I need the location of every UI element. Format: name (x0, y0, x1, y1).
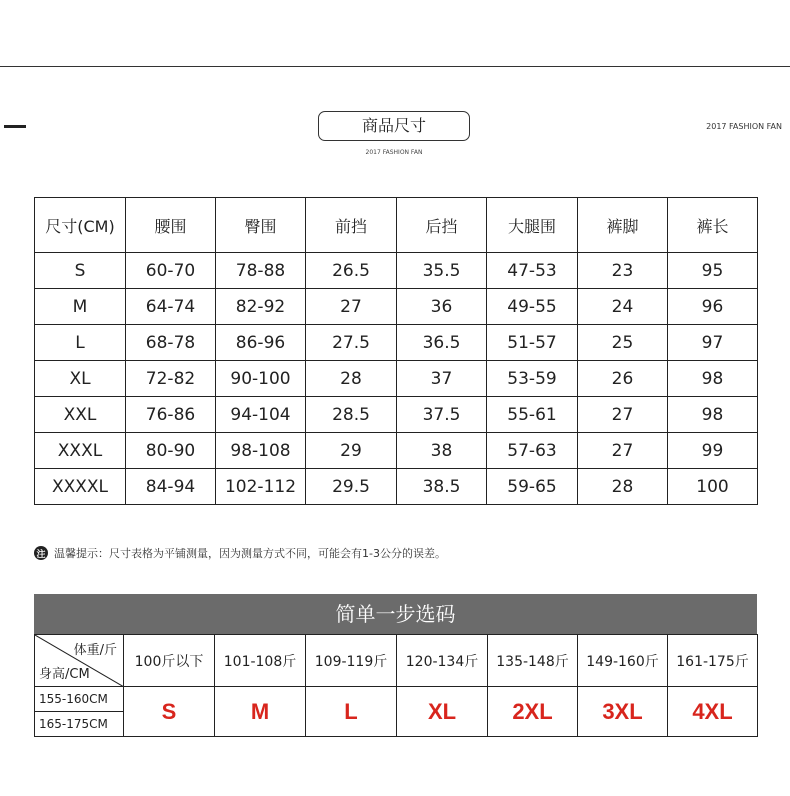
table-cell: 37.5 (397, 397, 487, 433)
table-cell: 68-78 (126, 325, 216, 361)
table-cell: 27 (306, 289, 397, 325)
table-cell: 76-86 (126, 397, 216, 433)
header-cell: 尺寸(CM) (35, 198, 126, 253)
table-cell: XXXL (35, 433, 126, 469)
table-cell: 25 (578, 325, 668, 361)
weight-cell: 120-134斤 (397, 635, 488, 687)
note-text: 温馨提示：尺寸表格为平铺测量，因为测量方式不同，可能会有1-3公分的误差。 (54, 547, 446, 560)
weight-cell: 135-148斤 (488, 635, 578, 687)
table-cell: 60-70 (126, 253, 216, 289)
recommended-size: 4XL (668, 687, 758, 737)
table-cell: XXXXL (35, 469, 126, 505)
table-cell: L (35, 325, 126, 361)
table-cell: 36.5 (397, 325, 487, 361)
table-row (35, 289, 758, 325)
weight-row (35, 635, 758, 687)
height-row (35, 687, 758, 712)
table-cell: 26 (578, 361, 668, 397)
table-cell: 98 (668, 397, 758, 433)
weight-label: 体重/斤 (73, 643, 117, 658)
header-cell: 后挡 (397, 198, 487, 253)
table-cell: 27.5 (306, 325, 397, 361)
table-cell: 29 (306, 433, 397, 469)
table-cell: 95 (668, 253, 758, 289)
height-range-cell: 165-175CM (35, 712, 124, 737)
table-row (35, 397, 758, 433)
recommended-size: 2XL (488, 687, 578, 737)
table-cell: 38.5 (397, 469, 487, 505)
table-cell: 26.5 (306, 253, 397, 289)
brand-caption: 2017 FASHION FAN (706, 122, 782, 131)
size-table (34, 197, 758, 505)
table-cell: 97 (668, 325, 758, 361)
table-cell: 90-100 (216, 361, 306, 397)
table-cell: 98 (668, 361, 758, 397)
table-cell: 80-90 (126, 433, 216, 469)
table-cell: S (35, 253, 126, 289)
table-cell: 23 (578, 253, 668, 289)
measurement-note (34, 545, 446, 561)
table-cell: 53-59 (487, 361, 578, 397)
table-cell: XXL (35, 397, 126, 433)
table-cell: 78-88 (216, 253, 306, 289)
table-cell: 28.5 (306, 397, 397, 433)
table-cell: 36 (397, 289, 487, 325)
recommended-size: XL (397, 687, 488, 737)
height-label: 身高/CM (39, 667, 90, 682)
quick-select-table (34, 634, 758, 737)
table-cell: 27 (578, 433, 668, 469)
header-cell: 腰围 (126, 198, 216, 253)
table-cell: 28 (578, 469, 668, 505)
weight-cell: 109-119斤 (306, 635, 397, 687)
table-row (35, 469, 758, 505)
table-cell: 94-104 (216, 397, 306, 433)
table-cell: XL (35, 361, 126, 397)
table-cell: 99 (668, 433, 758, 469)
header-cell: 臀围 (216, 198, 306, 253)
table-cell: 59-65 (487, 469, 578, 505)
table-row (35, 253, 758, 289)
title-subcaption: 2017 FASHION FAN (365, 149, 423, 156)
table-cell: 28 (306, 361, 397, 397)
top-divider (0, 66, 790, 67)
table-cell: 72-82 (126, 361, 216, 397)
weight-cell: 161-175斤 (668, 635, 758, 687)
recommended-size: L (306, 687, 397, 737)
table-cell: 82-92 (216, 289, 306, 325)
corner-header-cell (35, 635, 124, 687)
table-cell: 47-53 (487, 253, 578, 289)
header-cell: 裤长 (668, 198, 758, 253)
left-dash-decoration (4, 125, 26, 128)
quick-select-title: 简单一步选码 (34, 594, 757, 634)
table-cell: 57-63 (487, 433, 578, 469)
note-icon: 注 (34, 546, 48, 560)
page-title: 商品尺寸 (318, 111, 470, 141)
header-cell: 裤脚 (578, 198, 668, 253)
table-cell: M (35, 289, 126, 325)
table-cell: 51-57 (487, 325, 578, 361)
weight-cell: 100斤以下 (124, 635, 215, 687)
recommended-size: M (215, 687, 306, 737)
recommended-size: S (124, 687, 215, 737)
table-cell: 35.5 (397, 253, 487, 289)
table-row (35, 325, 758, 361)
table-row (35, 433, 758, 469)
size-table-header-row (35, 198, 758, 253)
table-row (35, 361, 758, 397)
weight-cell: 101-108斤 (215, 635, 306, 687)
table-cell: 37 (397, 361, 487, 397)
table-cell: 84-94 (126, 469, 216, 505)
table-cell: 100 (668, 469, 758, 505)
table-cell: 102-112 (216, 469, 306, 505)
table-cell: 27 (578, 397, 668, 433)
header-cell: 大腿围 (487, 198, 578, 253)
table-cell: 24 (578, 289, 668, 325)
height-range-cell: 155-160CM (35, 687, 124, 712)
recommended-size: 3XL (578, 687, 668, 737)
weight-cell: 149-160斤 (578, 635, 668, 687)
table-cell: 86-96 (216, 325, 306, 361)
table-cell: 49-55 (487, 289, 578, 325)
table-cell: 55-61 (487, 397, 578, 433)
table-cell: 96 (668, 289, 758, 325)
table-cell: 98-108 (216, 433, 306, 469)
table-cell: 64-74 (126, 289, 216, 325)
header-cell: 前挡 (306, 198, 397, 253)
table-cell: 29.5 (306, 469, 397, 505)
table-cell: 38 (397, 433, 487, 469)
